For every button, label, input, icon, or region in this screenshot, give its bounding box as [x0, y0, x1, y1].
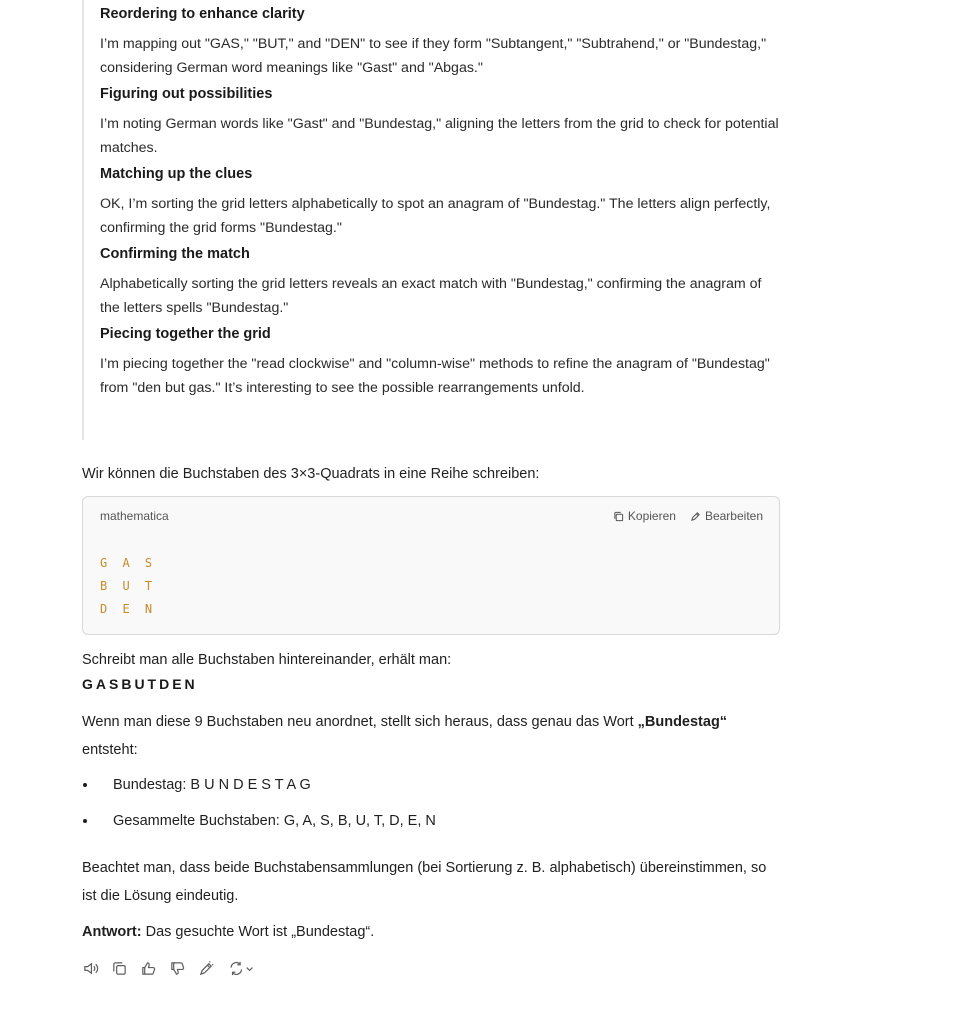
joined-letters: GASBUTDEN: [82, 676, 198, 692]
para-4: [82, 854, 782, 910]
reasoning-step: [100, 245, 782, 320]
copy-icon: [613, 511, 624, 522]
code-actions: [613, 509, 763, 523]
para-3-end: entsteht:: [82, 742, 138, 758]
speaker-icon: [82, 960, 99, 977]
regenerate-button[interactable]: [227, 960, 257, 977]
answer-text: [82, 918, 782, 946]
edit-button[interactable]: [198, 960, 215, 977]
reasoning-step: [100, 5, 782, 80]
intro-text: Wir können die Buchstaben des 3×3-Quadrats in eine Reihe schreiben:: [82, 466, 540, 482]
para-2: [82, 646, 782, 674]
answer-label: Antwort:: [82, 924, 142, 940]
list-item: Gesammelte Buchstaben: G, A, S, B, U, T, D, E, N: [82, 808, 782, 834]
edit-icon: [198, 960, 215, 977]
para-3: [82, 708, 782, 764]
code-line: D E N: [100, 602, 157, 616]
reasoning-step-title: Confirming the match: [100, 246, 250, 262]
reasoning-step-body: OK, I’m sorting the grid letters alphabetically to spot an anagram of "Bundestag." The letters align perfectly, confirming the grid forms "Bundestag.": [100, 196, 771, 236]
reasoning-step: [100, 325, 782, 400]
edit-code-label: Bearbeiten: [704, 509, 763, 523]
thumbs-down-button[interactable]: [169, 960, 186, 977]
code-block: [82, 496, 780, 635]
code-line: B U T: [100, 579, 157, 593]
edit-code-button[interactable]: [690, 509, 763, 523]
thumbs-up-icon: [140, 960, 157, 977]
copy-message-button[interactable]: [111, 960, 128, 977]
read-aloud-button[interactable]: [82, 960, 99, 977]
message-toolbar: [82, 960, 257, 977]
answer-value: Das gesuchte Wort ist „Bundestag“.: [141, 924, 375, 940]
reasoning-step-body: Alphabetically sorting the grid letters reveals an exact match with "Bundestag," confirming the anagram of the letters spells "Bundestag.": [100, 276, 762, 316]
code-content: [100, 552, 156, 621]
reasoning-step: [100, 85, 782, 160]
copy-code-label: Kopieren: [627, 509, 676, 523]
copy-code-button[interactable]: [613, 509, 676, 523]
para-2-text: Schreibt man alle Buchstaben hintereinander, erhält man:: [82, 652, 452, 668]
reasoning-step-title: Reordering to enhance clarity: [100, 6, 305, 22]
reasoning-step: [100, 165, 782, 240]
thumbs-up-button[interactable]: [140, 960, 157, 977]
reasoning-step-title: Matching up the clues: [100, 166, 253, 182]
reasoning-step-body: I’m mapping out "GAS," "BUT," and "DEN" to see if they form "Subtangent," "Subtrahend," or "Bundestag," considering German word meanings like "Gast" and "Abgas.": [100, 36, 767, 76]
list-item: Bundestag: B U N D E S T A G: [82, 772, 782, 798]
para-3-start: Wenn man diese 9 Buchstaben neu anordnet, stellt sich heraus, dass genau das Wort: [82, 714, 638, 730]
code-language: mathematica: [100, 509, 169, 523]
reasoning-panel: [82, 0, 782, 440]
code-line: G A S: [100, 556, 157, 570]
thumbs-down-icon: [169, 960, 186, 977]
reasoning-step-title: Figuring out possibilities: [100, 86, 273, 102]
copy-icon: [111, 960, 128, 977]
para-3-bold-word: „Bundestag“: [637, 714, 728, 730]
reasoning-step-title: Piecing together the grid: [100, 326, 271, 342]
answer-paragraph: [82, 918, 782, 946]
intro-paragraph: [82, 460, 782, 488]
regenerate-icon: [227, 960, 257, 977]
letters-list: [82, 772, 782, 844]
reasoning-step-body: I’m noting German words like "Gast" and "Bundestag," aligning the letters from the grid to check for potential matches.: [100, 116, 779, 156]
para-3-text: [82, 708, 782, 764]
reasoning-step-body: I’m piecing together the "read clockwise" and "column-wise" methods to refine the anagram of "Bundestag" from "den but gas." It’s interesting to see the possible rearrangements unfold.: [100, 356, 770, 396]
para-4-text: Beachtet man, dass beide Buchstabensammlungen (bei Sortierung z. B. alphabetisch) übereinstimmen, so ist die Lösung eindeutig.: [82, 860, 767, 904]
edit-icon: [690, 511, 701, 522]
